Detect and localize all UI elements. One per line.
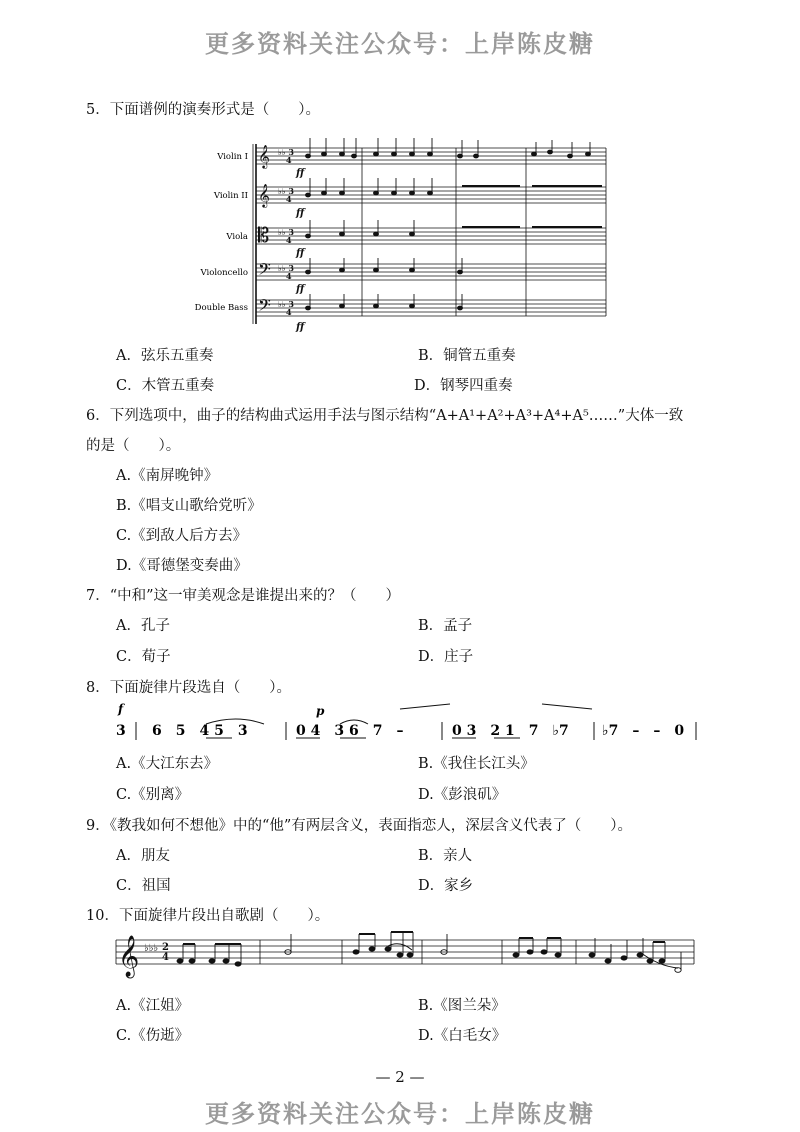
question-7-option-c[interactable]: C．荀子 — [116, 649, 171, 665]
svg-text:4: 4 — [286, 155, 292, 165]
page-number: — 2 — — [375, 1068, 425, 1086]
question-10-stem: 10．下面旋律片段出自歌剧（ ）。 — [86, 908, 330, 924]
question-10-option-c[interactable]: C.《伤逝》 — [116, 1028, 190, 1044]
question-8-option-d[interactable]: D.《彭浪矶》 — [418, 787, 507, 803]
question-8-stem: 8．下面旋律片段选自（ ）。 — [86, 680, 291, 696]
svg-text:♭♭ 3: ♭♭ 3 — [278, 186, 294, 196]
svg-text:𝄡: 𝄡 — [258, 223, 270, 247]
notation-measure-4: ♭7 – – 0 — [602, 723, 685, 739]
svg-text:ff: ff — [296, 168, 305, 179]
question-5-stem: 5．下面谱例的演奏形式是（ ）。 — [86, 102, 320, 118]
svg-text:4: 4 — [286, 194, 292, 204]
question-6-option-a[interactable]: A.《南屏晚钟》 — [116, 468, 219, 484]
svg-text:ff: ff — [296, 208, 305, 219]
svg-text:𝄢: 𝄢 — [258, 295, 271, 319]
svg-text:4: 4 — [286, 307, 292, 317]
dynamic-p: p — [316, 704, 325, 718]
score-part-label: Violoncello — [200, 268, 248, 278]
question-6-option-c[interactable]: C.《到敌人后方去》 — [116, 528, 248, 544]
question-6-option-d[interactable]: D.《哥德堡变奏曲》 — [116, 558, 248, 574]
score-part-label: Viola — [226, 232, 248, 242]
notation-measure-1: 6 5 4 5 3 — [152, 723, 248, 739]
score-part-label: Double Bass — [194, 303, 248, 313]
question-8-notation — [110, 700, 710, 746]
question-5-score — [190, 128, 620, 338]
question-10-option-a[interactable]: A.《江姐》 — [116, 998, 190, 1014]
question-9-option-c[interactable]: C．祖国 — [116, 878, 171, 894]
question-6-option-b[interactable]: B.《唱支山歌给党听》 — [116, 498, 262, 514]
svg-text:ff: ff — [296, 322, 305, 333]
svg-text:ff: ff — [296, 284, 305, 295]
svg-text:♭♭♭: ♭♭♭ — [144, 943, 159, 954]
question-7-stem: 7．“中和”这一审美观念是谁提出来的？（ ） — [86, 588, 401, 604]
question-9-stem: 9．《教我如何不想他》中的“他”有两层含义，表面指恋人，深层含义代表了（ ）。 — [86, 818, 633, 834]
svg-text:𝄞: 𝄞 — [118, 936, 140, 977]
notation-measure-3: 0 3 2 1 7 ♭7 — [452, 723, 569, 739]
question-7-option-d[interactable]: D．庄子 — [418, 649, 474, 665]
question-8-option-b[interactable]: B.《我住长江头》 — [418, 756, 535, 772]
score-part-label: Violin I — [217, 152, 248, 162]
question-7-option-a[interactable]: A．孔子 — [116, 618, 170, 634]
score-part-label: Violin II — [213, 191, 248, 201]
question-10-option-d[interactable]: D.《白毛女》 — [418, 1028, 507, 1044]
question-5-option-a[interactable]: A．弦乐五重奏 — [116, 348, 214, 364]
svg-text:4: 4 — [286, 235, 292, 245]
svg-text:𝄞: 𝄞 — [258, 144, 270, 168]
question-10-score — [112, 926, 702, 988]
svg-text:4: 4 — [162, 952, 169, 963]
svg-text:♭♭ 3: ♭♭ 3 — [278, 227, 294, 237]
notation-pickup: 3 — [116, 723, 126, 739]
dynamic-f: f — [118, 702, 124, 716]
question-8-option-c[interactable]: C.《别离》 — [116, 787, 190, 803]
svg-text:𝄞: 𝄞 — [258, 183, 270, 207]
svg-text:♭♭ 3: ♭♭ 3 — [278, 299, 294, 309]
svg-text:♭♭ 3: ♭♭ 3 — [278, 263, 294, 273]
svg-text:♭♭ 3: ♭♭ 3 — [278, 147, 294, 157]
question-10-option-b[interactable]: B.《图兰朵》 — [418, 998, 506, 1014]
watermark-bottom: 更多资料关注公众号：上岸陈皮糖 — [205, 1100, 595, 1128]
question-6-stem-continued: 的是（ ）。 — [86, 438, 181, 454]
question-7-option-b[interactable]: B．孟子 — [418, 618, 473, 634]
notation-measure-2: 0 4 3 6 7 – — [296, 723, 404, 739]
question-9-option-b[interactable]: B．亲人 — [418, 848, 473, 864]
svg-text:𝄢: 𝄢 — [258, 259, 271, 283]
question-5-option-d[interactable]: D．钢琴四重奏 — [414, 378, 513, 394]
question-6-stem: 6．下列选项中，曲子的结构曲式运用手法与图示结构“A+A¹+A²+A³+A⁴+A⁵……”大体一致 — [86, 408, 684, 424]
watermark-top: 更多资料关注公众号：上岸陈皮糖 — [205, 30, 595, 58]
question-8-option-a[interactable]: A.《大江东去》 — [116, 756, 219, 772]
question-5-option-b[interactable]: B．铜管五重奏 — [418, 348, 516, 364]
svg-text:2: 2 — [162, 942, 169, 953]
question-9-option-a[interactable]: A．朋友 — [116, 848, 170, 864]
question-5-option-c[interactable]: C．木管五重奏 — [116, 378, 215, 394]
question-9-option-d[interactable]: D．家乡 — [418, 878, 474, 894]
svg-text:4: 4 — [286, 271, 292, 281]
svg-text:ff: ff — [296, 248, 305, 259]
